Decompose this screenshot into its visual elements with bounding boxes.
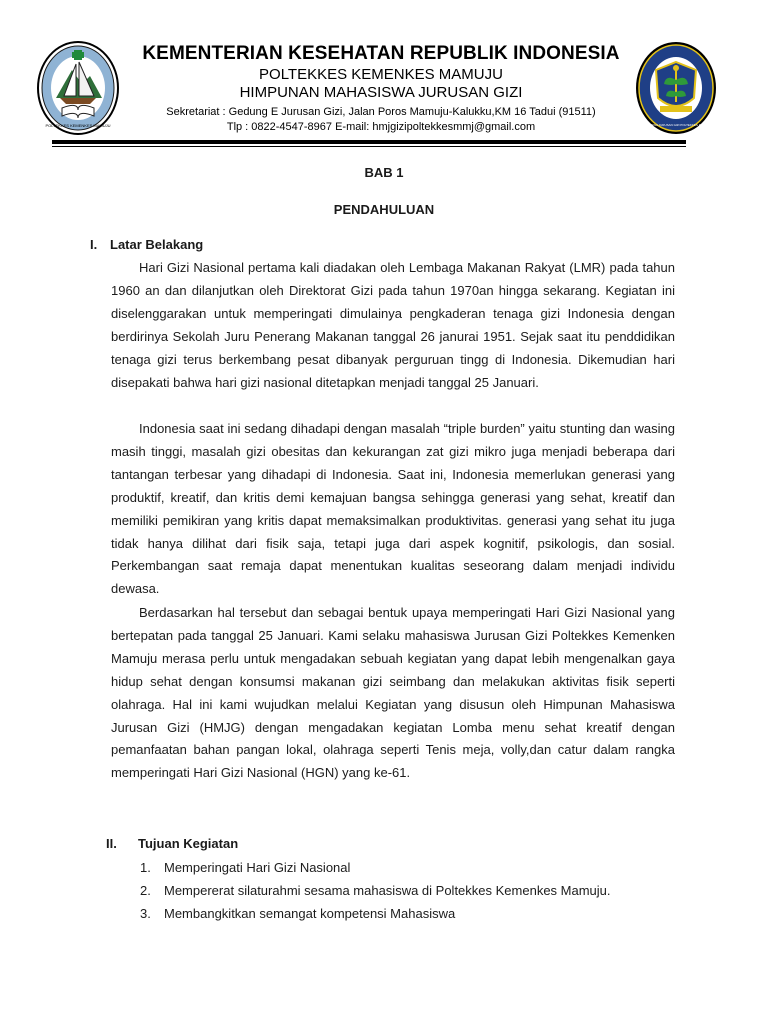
list-item-number: 1. [140,860,151,875]
section-number: I. [90,237,98,252]
section-number: II. [106,836,117,851]
paragraph-text: Hari Gizi Nasional pertama kali diadakan oleh Lembaga Makanan Rakyat (LMR) pada tahun 1960 an dan dilanjutkan oleh Direktorat Gizi pada tahun 1970an hingga sekarang. Kegiatan ini diselenggarakan untuk memperingati dimulainya pengkaderan tenaga gizi Indonesia dengan berdirinya Sekolah Juru Penerang Makanan tanggal 26 janurai 1951. Sejak saat itu penddidikan tenaga gizi terus berkembang pesat dibanyak perguruan tingg di Indonesia. Dikemudian hari disepakati bahwa hari gizi nasional ditetapkan menjadi tanggal 25 Januari. [111,260,675,390]
address-line: Sekretariat : Gedung E Jurusan Gizi, Jalan Poros Mamuju-Kalukku,KM 16 Tadui (91511) [166,106,596,118]
list-item [140,902,611,925]
paragraph-text: Berdasarkan hal tersebut dan sebagai bentuk upaya memperingati Hari Gizi Nasional yang bertepatan pada tanggal 25 Januari. Kami selaku mahasiswa Jurusan Gizi Poltekkes Kemenken Mamuju merasa perlu untuk mengadakan sebuah kegiatan yang dapat lebih mengenalkan gaya hidup sehat dengan konsumsi makanan gizi seimbang dan melakukan aktivitas fisik seperti olahraga. Hal ini kami wujudkan melalui Kegiatan yang disusun oleh Himpunan Mahasiswa Jurusan Gizi (HMJG) dengan mengadakan kegiatan Lomba menu sehat kreatif dengan pemanfaatan bahan pangan lokal, olahraga seperti Tenis meja, volly,dan catur dalam rangka memperingati Hari Gizi Nasional (HGN) yang ke-61. [111,605,675,781]
list-item-text: Mempererat silaturahmi sesama mahasiswa di Poltekkes Kemenkes Mamuju. [164,883,611,898]
poltekkes-logo [36,40,120,136]
list-item-number: 2. [140,883,151,898]
letterhead [128,42,634,135]
contact-line: Tlp : 0822-4547-8967 E-mail: hmjgizipoltekkesmmj@gmail.com [226,121,536,133]
section-title: Tujuan Kegiatan [138,836,239,851]
hmjg-logo [622,40,730,136]
list-item-text: Memperingati Hari Gizi Nasional [164,860,351,875]
paragraph [111,602,675,785]
list-item-text: Membangkitkan semangat kompetensi Mahasiswa [164,906,456,921]
list-item [140,856,611,879]
letterhead-divider-thick [52,140,686,144]
paragraph [111,257,675,394]
chapter-title: PENDAHULUAN [333,202,435,217]
list-item [140,879,611,902]
organization-name: HIMPUNAN MAHASISWA JURUSAN GIZI [239,84,523,101]
letterhead-divider-thin [52,146,686,147]
paragraph-text: Indonesia saat ini sedang dihadapi dengan masalah “triple burden” yaitu stunting dan wasing masih tinggi, masalah gizi obesitas dan kekurangan zat gizi mikro juga menjadi beberapa dari tantangan terbesar yang dihadapi di Indonesia. Saat ini, Indonesia memerlukan generasi yang produktif, kreatif, dan kritis demi kemajuan bangsa sehingga generasi yang sehat, kreatif dan memiliki pemikiran yang kritis dapat memaksimalkan produktivitas. generasi yang sehat itu juga tidak hanya dilihat dari fisik saja, tetapi juga dari aspek kognitif, psikologis, dan sosial. Perkembangan saat remaja dapat menentukan kualitas seseorang dalam menjadi individu dewasa. [111,421,675,597]
list-item-number: 3. [140,906,151,921]
chapter-number: BAB 1 [364,165,404,180]
objectives-list [140,856,611,925]
logo-right-caption: HIMPUNAN MAHASISWA JURUSAN GIZI POLTEKKES KEMENKES MAMUJU [622,123,730,127]
section-heading-latar-belakang [90,236,203,254]
ministry-name: KEMENTERIAN KESEHATAN REPUBLIK INDONESIA [142,43,620,64]
institution-name: POLTEKKES KEMENKES MAMUJU [259,66,503,83]
section-title: Latar Belakang [110,237,204,252]
logo-left-caption: POLTEKKES KEMENKES MAMUJU [45,123,111,128]
section-heading-tujuan-kegiatan [106,835,238,853]
paragraph [111,418,675,601]
